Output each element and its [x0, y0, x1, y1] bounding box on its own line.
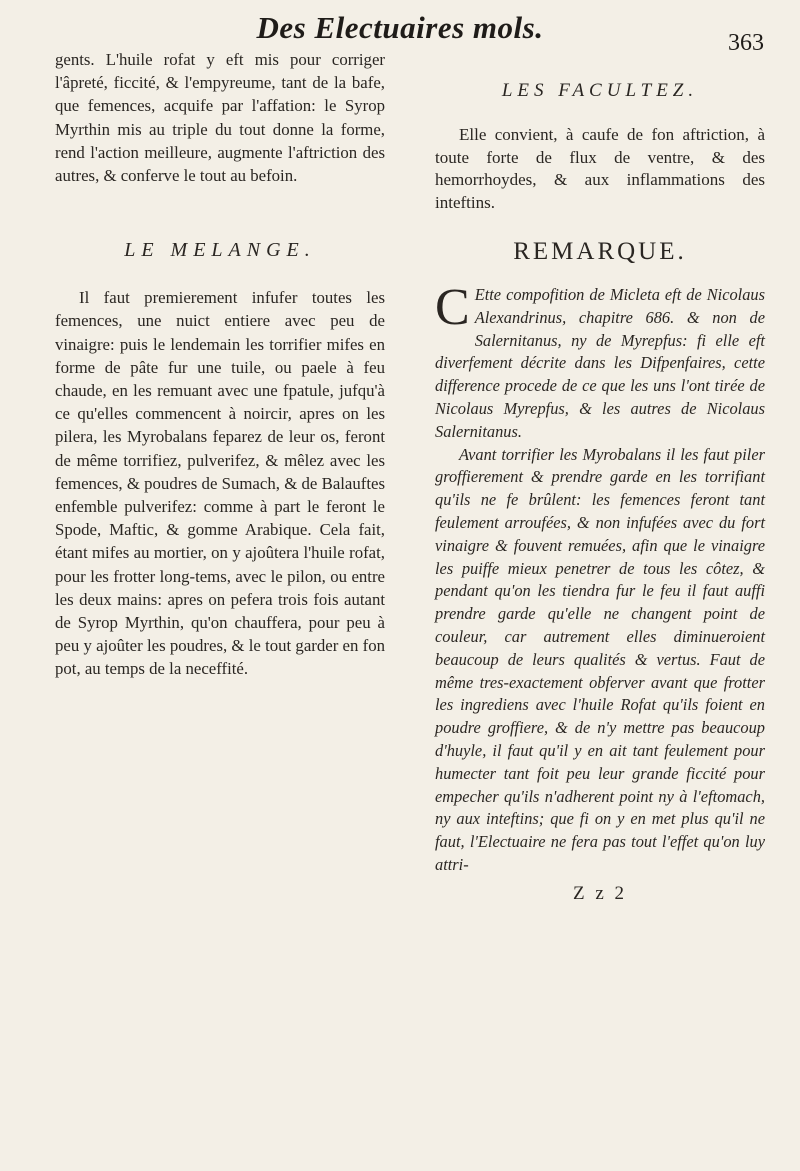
- page-number: 363: [728, 30, 764, 56]
- remark-paragraph-1: [435, 279, 765, 444]
- melange-paragraph: Il faut premierement infufer toutes les femences, une nuict entiere avec peu de vinaigre: puis le lendemain les torrifier mifes en forme de pâte fur une tuile, ou paele à feu chaude, en les remuant avec une fpatule, jufqu'à ce qu'elles commencent à noircir, apres on les pilera, les Myrobalans feparez de leur os, feront de même torrifiez, pulverifez, & mêlez avec les femences, & poudres de Sumach, & de Balauftes enfemble pulverifez: comme à part le feront le Spode, Maftic, & gomme Arabique. Cela fait, étant mifes au mortier, on y ajoûtera l'huile rofat, pour les frotter long-tems, avec le pilon, ou entre les deux mains: apres on pefera trois fois autant de Syrop Myrthin, qu'on chauffera, pour peu à peu y ajoûter les poudres, & le tout garder en fon pot, au temps de la neceffité.: [55, 288, 385, 679]
- opening-paragraph: gents. L'huile rofat y eft mis pour corriger l'âpreté, ficcité, & l'empyreume, tant de la bafe, que femences, acquife par l'affation: le Syrop Myrthin mis au triple du tout donne la forme, rend l'action meilleure, augmente l'aftriction des autres, & conferve le tout au befoin.: [55, 50, 385, 186]
- drop-cap: C: [435, 279, 470, 336]
- facultez-heading: LES FACULTEZ.: [501, 80, 699, 101]
- left-column: [55, 48, 385, 681]
- remark-paragraph-1-text: Ette compofition de Micleta eft de Nicolaus Alexandrinus, chapitre 686. & non de Salernitanus, ny de Myrepfus: fi elle eft diverfement décrite dans les Difpenfaires, cette difference procede de ce que les uns l'ont tirée de Nicolaus Myrepfus, & les autres de Nicolaus Salernitanus.: [435, 285, 765, 441]
- running-head: Des Electuaires mols.: [256, 10, 544, 45]
- facultez-paragraph: Elle convient, à caufe de fon aftriction, à toute forte de flux de ventre, & des hemorrhoydes, & aux inflammations des inteftins.: [435, 125, 765, 212]
- remark-paragraph-2: Avant torrifier les Myrobalans il les faut piler groffierement & prendre garde en les torrifiant qu'ils ne fe brûlent: les femences feront tant feulement arroufées, & non infufées avec du fort vinaigre & fouvent remuées, afin que le vinaigre les puiffe mieux penetrer de tous les côtez, & pendant qu'on les tiendra fur le feu il faut auffi prendre garde qu'elle ne changent point de couleur, car autrement elles diminueroient beaucoup de leurs qualités & vertus. Faut de même tres-exactement obferver avant que frotter les ingrediens avec l'huile Rofat qu'ils foient en poudre groffiere, & de n'y mettre pas beaucoup d'huyle, il faut qu'il y en ait tant feulement pour humecter tant foit peu leur grande ficcité pour empecher qu'ils n'adherent point ny à l'eftomach, ny aux inteftins; que fi on y en met plus qu'il ne faut, l'Electuaire ne fera pas tout l'effet qu'on luy attri-: [435, 444, 765, 874]
- remarque-heading: REMARQUE.: [513, 238, 687, 265]
- melange-heading: LE MELANGE.: [124, 239, 316, 262]
- signature-mark: Z z 2: [572, 882, 628, 904]
- right-column: [435, 80, 765, 904]
